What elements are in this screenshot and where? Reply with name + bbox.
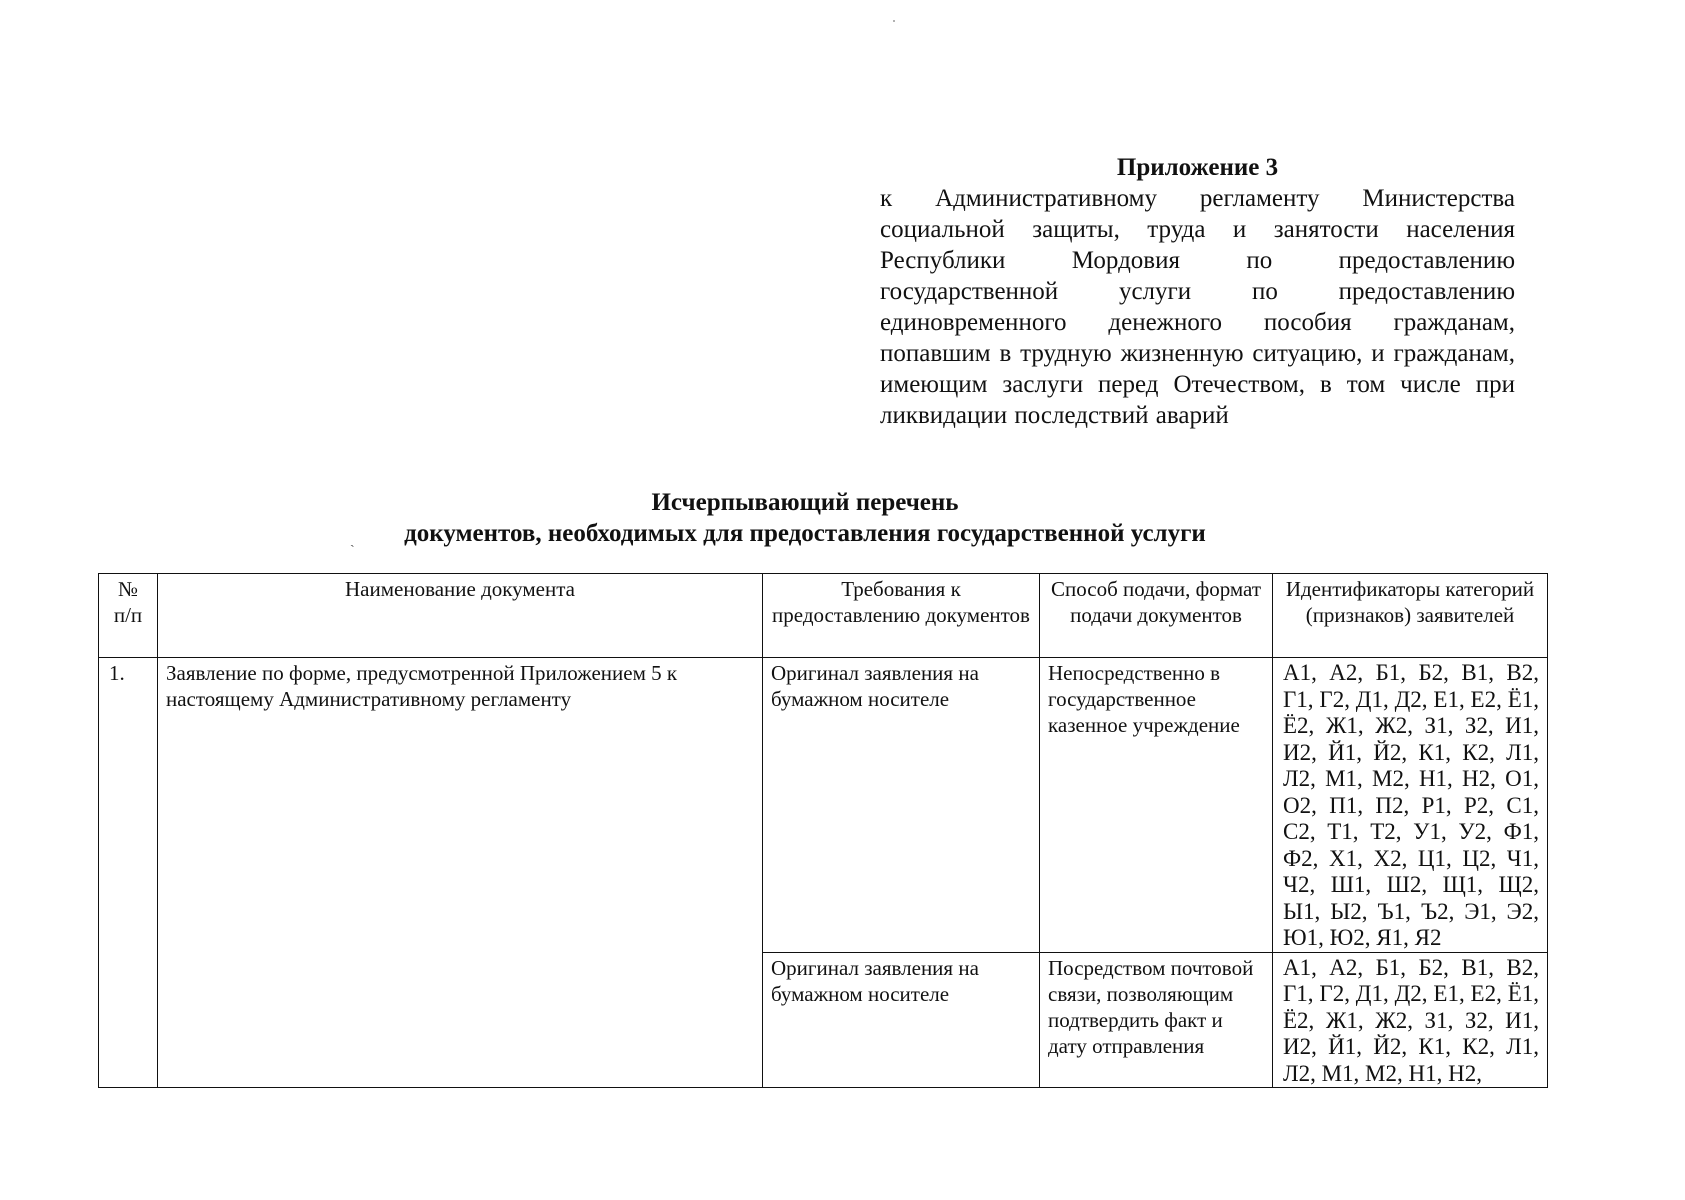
row-requirements: Оригинал заявления на бумажном носителе [763, 952, 1040, 1088]
scan-speck [893, 20, 895, 22]
row-identifiers: А1, А2, Б1, Б2, В1, В2, Г1, Г2, Д1, Д2, Е1, Е2, Ё1, Ё2, Ж1, Ж2, З1, З2, И1, И2, Й1, Й2, К1, К2, Л1, Л2, М1, М2, Н1, Н2, [1273, 952, 1548, 1088]
appendix-text: к Административному регламенту Министерства социальной защиты, труда и занятости населения Республики Мордовия по предоставлению государственной услуги по предоставлению единовременного денежного пособия гражданам, попавшим в трудную жизненную ситуацию, и гражданам, имеющим заслуги перед Отечеством, в том числе при ликвидации последствий аварий [880, 185, 1515, 429]
document-title-line2: документов, необходимых для предоставления государственной услуги [404, 520, 1206, 547]
appendix-title: Приложение 3 [1116, 154, 1279, 181]
row-requirements: Оригинал заявления на бумажном носителе [763, 658, 1040, 953]
row-document-name: Заявление по форме, предусмотренной Приложением 5 к настоящему Административному регламенту [158, 658, 763, 1088]
row-method: Непосредственно в государственное казенное учреждение [1040, 658, 1273, 953]
row-num: 1. [99, 658, 158, 1088]
header-name: Наименование документа [158, 574, 763, 658]
stray-mark: ˎ [350, 533, 355, 548]
header-requirements: Требования к предоставлению документов [763, 574, 1040, 658]
header-num: № п/п [99, 574, 158, 658]
document-title-line1: Исчерпывающий перечень [651, 489, 959, 516]
appendix-block [880, 152, 1515, 431]
table-header-row [99, 574, 1548, 658]
header-method: Способ подачи, формат подачи документов [1040, 574, 1273, 658]
header-identifiers: Идентификаторы категорий (признаков) заявителей [1273, 574, 1548, 658]
table-row [99, 658, 1548, 953]
row-identifiers: А1, А2, Б1, Б2, В1, В2, Г1, Г2, Д1, Д2, Е1, Е2, Ё1, Ё2, Ж1, Ж2, З1, З2, И1, И2, Й1, Й2, К1, К2, Л1, Л2, М1, М2, Н1, Н2, О1, О2, П1, П2, Р1, Р2, С1, С2, Т1, Т2, У1, У2, Ф1, Ф2, Х1, Х2, Ц1, Ц2, Ч1, Ч2, Ш1, Ш2, Щ1, Щ2, Ы1, Ы2, Ъ1, Ъ2, Э1, Э2, Ю1, Ю2, Я1, Я2 [1273, 658, 1548, 953]
documents-table [98, 573, 1548, 1088]
row-method: Посредством почтовой связи, позволяющим подтвердить факт и дату отправления [1040, 952, 1273, 1088]
